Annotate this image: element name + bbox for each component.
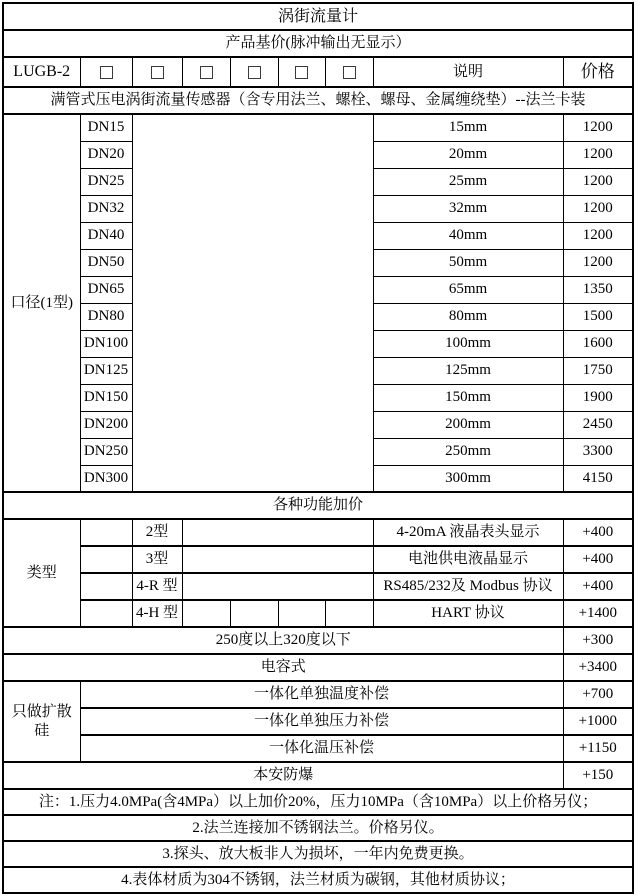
type-empty-cell — [80, 600, 132, 627]
functions-section-title: 各种功能加价 — [3, 492, 633, 519]
compensation-label: 一体化温压补偿 — [80, 735, 563, 762]
safety-row — [3, 762, 633, 789]
dn-code-cell: DN25 — [80, 168, 132, 195]
page-title: 涡街流量计 — [3, 3, 633, 30]
compensation-label: 一体化单独压力补偿 — [80, 708, 563, 735]
note-text: 2.法兰连接加不锈钢法兰。价格另仪。 — [3, 815, 633, 841]
dn-code-cell: DN15 — [80, 114, 132, 141]
high-temp-row — [3, 627, 633, 654]
compensation-row — [3, 735, 633, 762]
type-empty-cell — [230, 600, 278, 627]
compensation-group-label: 只做扩散硅 — [3, 681, 80, 762]
dn-spec-cell: 300mm — [373, 465, 563, 492]
high-temp-price: +300 — [563, 627, 633, 654]
model-option-cell — [132, 57, 182, 87]
type-price-cell: +400 — [563, 546, 633, 573]
dn-price-cell: 4150 — [563, 465, 633, 492]
checkbox-icon — [343, 66, 356, 79]
type-price-cell: +400 — [563, 573, 633, 600]
note-text: 4.表体材质为304不锈钢，法兰材质为碳钢，其他材质协议； — [3, 867, 633, 893]
note-text: 3.探头、放大板非人为损坏，一年内免费更换。 — [3, 841, 633, 867]
dn-spec-cell: 25mm — [373, 168, 563, 195]
model-option-cell — [182, 57, 230, 87]
product-line-row — [3, 87, 633, 114]
checkbox-icon — [200, 66, 213, 79]
dn-price-cell: 1350 — [563, 276, 633, 303]
compensation-row — [3, 708, 633, 735]
dn-price-cell: 1900 — [563, 384, 633, 411]
compensation-price: +1000 — [563, 708, 633, 735]
dn-spec-cell: 15mm — [373, 114, 563, 141]
dn-price-cell: 1200 — [563, 141, 633, 168]
checkbox-icon — [151, 66, 164, 79]
note-row — [3, 789, 633, 815]
safety-price: +150 — [563, 762, 633, 789]
diameter-group-label: 口径(1型) — [3, 114, 80, 492]
safety-label: 本安防爆 — [3, 762, 563, 789]
checkbox-icon — [295, 66, 308, 79]
price-column-header: 价格 — [563, 57, 633, 87]
type-spec-cell: 电池供电液晶显示 — [373, 546, 563, 573]
dn-price-cell: 1500 — [563, 303, 633, 330]
type-row — [3, 519, 633, 546]
title-row — [3, 3, 633, 30]
compensation-price: +1150 — [563, 735, 633, 762]
type-price-cell: +400 — [563, 519, 633, 546]
type-spec-cell: RS485/232及 Modbus 协议 — [373, 573, 563, 600]
dn-price-cell: 1750 — [563, 357, 633, 384]
type-code-cell: 4-R 型 — [132, 573, 182, 600]
dn-code-cell: DN32 — [80, 195, 132, 222]
dn-spec-cell: 40mm — [373, 222, 563, 249]
dn-code-cell: DN20 — [80, 141, 132, 168]
type-spec-cell: 4-20mA 液晶表头显示 — [373, 519, 563, 546]
dn-spec-cell: 32mm — [373, 195, 563, 222]
note-text: 注：1.压力4.0MPa(含4MPa）以上加价20%，压力10MPa（含10MPa）以上价格另仪； — [3, 789, 633, 815]
type-empty-cell — [182, 519, 373, 546]
diameter-empty-cell — [132, 114, 373, 492]
compensation-row — [3, 681, 633, 708]
checkbox-icon — [100, 66, 113, 79]
type-group-label: 类型 — [3, 519, 80, 627]
dn-code-cell: DN125 — [80, 357, 132, 384]
dn-code-cell: DN40 — [80, 222, 132, 249]
capacitive-price: +3400 — [563, 654, 633, 681]
capacitive-label: 电容式 — [3, 654, 563, 681]
dn-code-cell: DN300 — [80, 465, 132, 492]
model-option-cell — [325, 57, 373, 87]
dn-price-cell: 1200 — [563, 168, 633, 195]
dn-spec-cell: 100mm — [373, 330, 563, 357]
dn-code-cell: DN65 — [80, 276, 132, 303]
type-empty-cell — [325, 600, 373, 627]
compensation-price: +700 — [563, 681, 633, 708]
dn-spec-cell: 80mm — [373, 303, 563, 330]
type-empty-cell — [182, 600, 230, 627]
dn-spec-cell: 200mm — [373, 411, 563, 438]
dn-spec-cell: 125mm — [373, 357, 563, 384]
high-temp-label: 250度以上320度以下 — [3, 627, 563, 654]
type-row — [3, 573, 633, 600]
dn-code-cell: DN50 — [80, 249, 132, 276]
type-code-cell: 4-H 型 — [132, 600, 182, 627]
type-code-cell: 3型 — [132, 546, 182, 573]
dn-price-cell: 1200 — [563, 195, 633, 222]
dn-price-cell: 1600 — [563, 330, 633, 357]
dn-spec-cell: 250mm — [373, 438, 563, 465]
note-row — [3, 867, 633, 893]
type-row — [3, 600, 633, 627]
type-price-cell: +1400 — [563, 600, 633, 627]
model-header-row — [3, 57, 633, 87]
dn-code-cell: DN80 — [80, 303, 132, 330]
dn-price-cell: 1200 — [563, 114, 633, 141]
type-row — [3, 546, 633, 573]
dn-spec-cell: 150mm — [373, 384, 563, 411]
type-empty-cell — [80, 546, 132, 573]
checkbox-icon — [248, 66, 261, 79]
dn-spec-cell: 50mm — [373, 249, 563, 276]
type-empty-cell — [80, 519, 132, 546]
dn-code-cell: DN100 — [80, 330, 132, 357]
dn-price-cell: 2450 — [563, 411, 633, 438]
type-code-cell: 2型 — [132, 519, 182, 546]
type-empty-cell — [80, 573, 132, 600]
note-row — [3, 815, 633, 841]
compensation-label: 一体化单独温度补偿 — [80, 681, 563, 708]
dn-price-cell: 1200 — [563, 249, 633, 276]
dn-code-cell: DN150 — [80, 384, 132, 411]
capacitive-row — [3, 654, 633, 681]
model-code: LUGB-2 — [3, 57, 80, 87]
dn-code-cell: DN200 — [80, 411, 132, 438]
dn-price-cell: 1200 — [563, 222, 633, 249]
subtitle-row — [3, 30, 633, 57]
model-option-cell — [230, 57, 278, 87]
dn-spec-cell: 65mm — [373, 276, 563, 303]
dn-spec-cell: 20mm — [373, 141, 563, 168]
type-spec-cell: HART 协议 — [373, 600, 563, 627]
spec-column-header: 说明 — [373, 57, 563, 87]
dn-row — [3, 114, 633, 141]
type-empty-cell — [182, 573, 373, 600]
functions-title-row — [3, 492, 633, 519]
model-option-cell — [278, 57, 325, 87]
type-empty-cell — [182, 546, 373, 573]
note-row — [3, 841, 633, 867]
type-empty-cell — [278, 600, 325, 627]
price-table — [2, 2, 634, 894]
base-price-subtitle: 产品基价(脉冲输出无显示） — [3, 30, 633, 57]
product-description: 满管式压电涡街流量传感器（含专用法兰、螺栓、螺母、金属缠绕垫）--法兰卡装 — [3, 87, 633, 114]
dn-code-cell: DN250 — [80, 438, 132, 465]
dn-price-cell: 3300 — [563, 438, 633, 465]
model-option-cell — [80, 57, 132, 87]
